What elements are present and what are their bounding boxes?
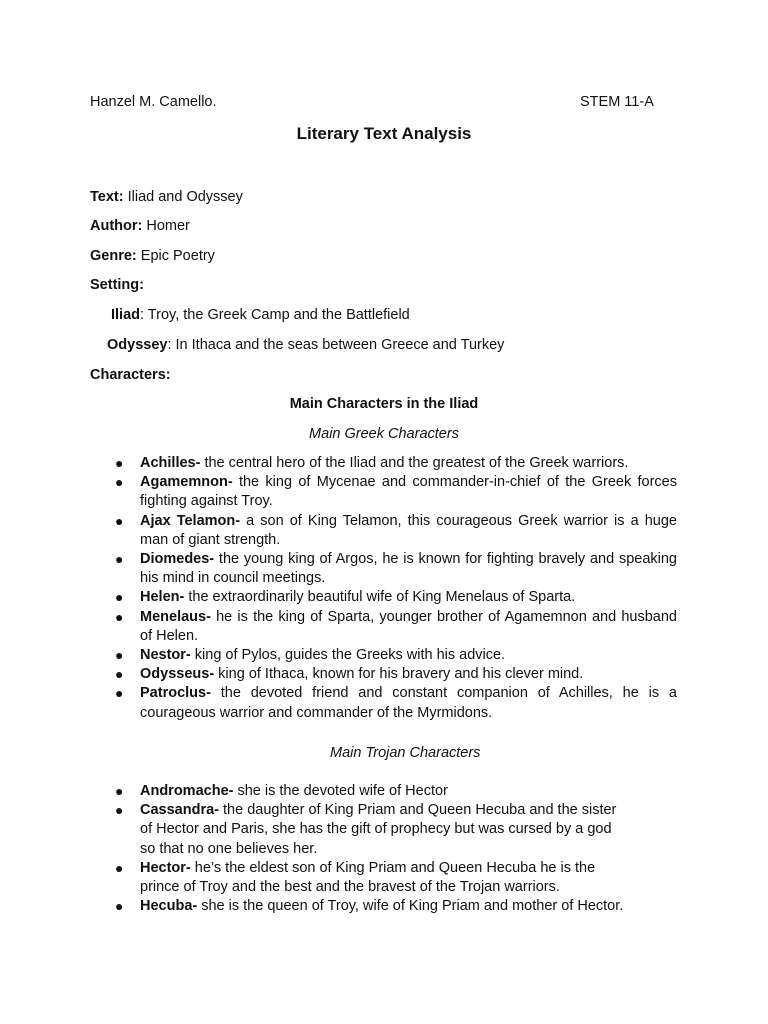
character-name: Andromache- xyxy=(140,783,234,799)
character-description: king of Ithaca, known for his bravery and his clever mind. xyxy=(214,666,584,683)
bullet-icon: ● xyxy=(115,647,124,664)
list-item xyxy=(90,801,630,859)
character-description: the central hero of the Iliad and the greatest of the Greek warriors. xyxy=(200,455,629,471)
bullet-icon: ● xyxy=(115,898,124,915)
field-value: Homer xyxy=(142,218,190,234)
list-item xyxy=(90,684,677,722)
field-label: Setting: xyxy=(90,277,144,293)
page-title: Literary Text Analysis xyxy=(296,124,472,143)
field-setting xyxy=(90,276,144,295)
bullet-icon: ● xyxy=(115,589,124,606)
class-section: STEM 11-A xyxy=(580,94,654,110)
character-description: king of Pylos, guides the Greeks with his advice. xyxy=(190,647,506,664)
character-description: the devoted friend and constant companion of Achilles, he is a courageous warrior and commander of the Myrmidons. xyxy=(140,685,677,721)
setting-odyssey xyxy=(107,336,504,355)
field-genre xyxy=(90,247,215,266)
list-item xyxy=(90,608,677,646)
bullet-icon: ● xyxy=(115,783,124,799)
bullet-icon: ● xyxy=(115,474,124,491)
list-item xyxy=(90,473,677,511)
character-name: Helen- xyxy=(140,589,185,606)
character-name: Achilles- xyxy=(140,455,201,471)
field-label: Text: xyxy=(90,189,124,205)
list-item xyxy=(90,782,630,801)
character-description: the king of Mycenae and commander-in-chief of the Greek forces fighting against Troy. xyxy=(140,474,677,510)
bullet-icon: ● xyxy=(115,802,124,819)
character-name: Odysseus- xyxy=(140,666,215,683)
bullet-icon: ● xyxy=(115,551,124,568)
character-description: she is the devoted wife of Hector xyxy=(233,783,448,799)
character-name: Hecuba- xyxy=(140,898,198,915)
setting-iliad-label: Iliad xyxy=(111,307,141,323)
character-description: the extraordinarily beautiful wife of King Menelaus of Sparta. xyxy=(184,589,576,606)
character-description: the young king of Argos, he is known for fighting bravely and speaking his mind in council meetings. xyxy=(140,551,677,587)
bullet-icon: ● xyxy=(115,455,124,471)
character-description: he is the king of Sparta, younger brother of Agamemnon and husband of Helen. xyxy=(140,608,677,644)
field-label: Genre: xyxy=(90,248,137,264)
bullet-icon: ● xyxy=(115,859,124,876)
character-description: he’s the eldest son of King Priam and Queen Hecuba he is the prince of Troy and the best and the bravest of the Trojan warriors. xyxy=(140,859,596,896)
list-item xyxy=(90,550,677,588)
character-description: she is the queen of Troy, wife of King Priam and mother of Hector. xyxy=(197,898,624,915)
character-name: Agamemnon- xyxy=(140,474,233,491)
setting-odyssey-label: Odyssey xyxy=(107,337,168,353)
setting-iliad-value: : Troy, the Greek Camp and the Battlefield xyxy=(140,307,410,323)
field-value: Iliad and Odyssey xyxy=(123,189,243,205)
trojan-characters-list xyxy=(90,782,630,916)
character-name: Ajax Telamon- xyxy=(140,512,241,529)
characters-label: Characters: xyxy=(90,367,171,383)
greek-characters-list xyxy=(90,454,677,723)
trojan-characters-heading: Main Trojan Characters xyxy=(330,745,481,761)
list-item xyxy=(90,454,677,473)
field-value: Epic Poetry xyxy=(136,248,215,264)
bullet-icon: ● xyxy=(115,608,124,625)
character-name: Cassandra- xyxy=(140,802,219,819)
list-item xyxy=(90,512,677,550)
character-name: Menelaus- xyxy=(140,608,211,625)
list-item xyxy=(90,897,630,916)
greek-characters-heading: Main Greek Characters xyxy=(309,426,459,442)
field-text xyxy=(90,188,243,207)
list-item xyxy=(90,588,677,607)
bullet-icon: ● xyxy=(115,666,124,683)
list-item xyxy=(90,665,677,684)
list-item xyxy=(90,646,677,665)
character-name: Hector- xyxy=(140,859,191,876)
character-name: Nestor- xyxy=(140,647,191,664)
iliad-characters-heading: Main Characters in the Iliad xyxy=(289,396,479,412)
setting-odyssey-value: : In Ithaca and the seas between Greece and Turkey xyxy=(167,337,505,353)
character-name: Diomedes- xyxy=(140,551,215,568)
author-name: Hanzel M. Camello. xyxy=(90,94,217,110)
bullet-icon: ● xyxy=(115,685,124,702)
field-author xyxy=(90,217,190,236)
character-description: the daughter of King Priam and Queen Hecuba and the sister of Hector and Paris, she has the gift of prophecy but was cursed by a god so that no one believes her. xyxy=(140,802,617,857)
bullet-icon: ● xyxy=(115,512,124,529)
character-description: a son of King Telamon, this courageous Greek warrior is a huge man of giant strength. xyxy=(140,512,677,548)
list-item xyxy=(90,859,630,897)
field-label: Author: xyxy=(90,218,143,234)
setting-iliad xyxy=(111,306,410,325)
character-name: Patroclus- xyxy=(140,685,211,702)
